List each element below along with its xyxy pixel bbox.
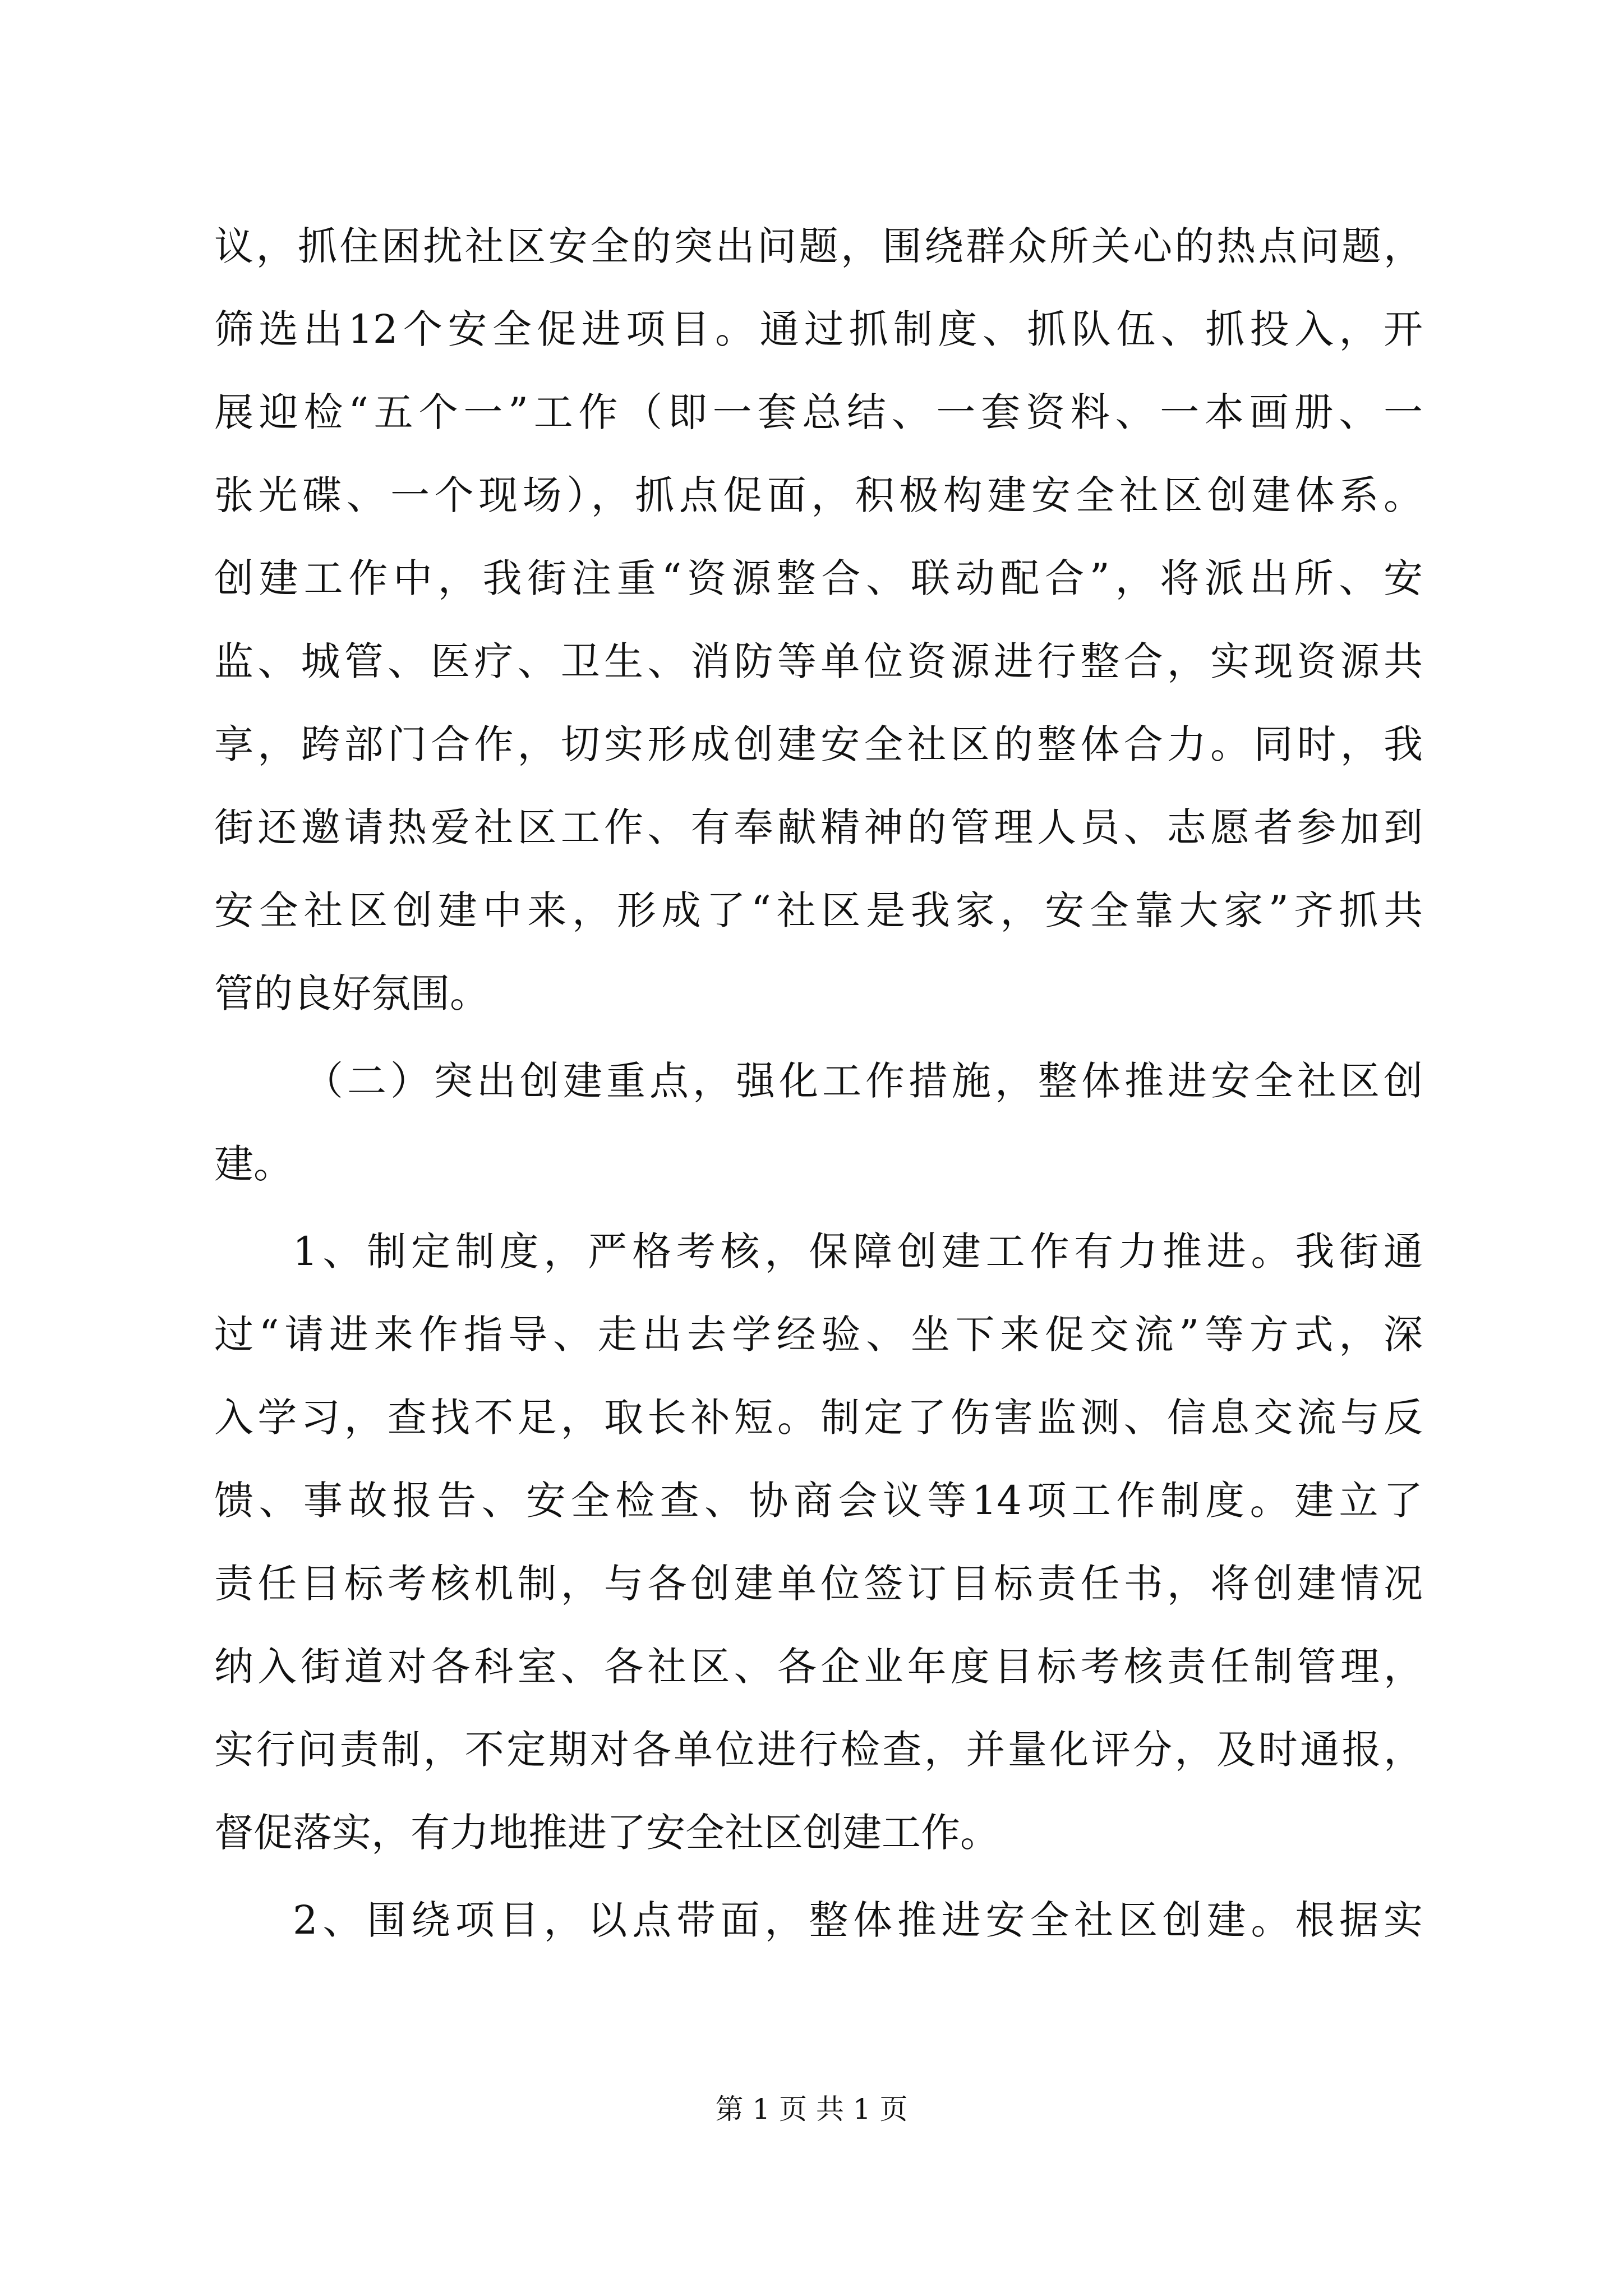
paragraph-item-1 bbox=[214, 1210, 1423, 1874]
heading-line: （二）突出创建重点，强化工作措施，整体推进安全社区创 bbox=[304, 1058, 1423, 1104]
section-heading bbox=[214, 1039, 1423, 1205]
text-line: 入学习，查找不足，取长补短。制定了伤害监测、信息交流与反 bbox=[214, 1395, 1423, 1441]
paragraph-item-2 bbox=[214, 1879, 1423, 1962]
text-line: 张光碟、一个现场），抓点促面，积极构建安全社区创建体系。 bbox=[214, 472, 1423, 518]
text-line: 享，跨部门合作，切实形成创建安全社区的整体合力。同时，我 bbox=[214, 721, 1423, 767]
text-line: 责任目标考核机制，与各创建单位签订目标责任书，将创建情况 bbox=[214, 1561, 1423, 1607]
text-line: 2、围绕项目，以点带面，整体推进安全社区创建。根据实 bbox=[293, 1897, 1423, 1943]
text-line: 监、城管、医疗、卫生、消防等单位资源进行整合，实现资源共 bbox=[214, 638, 1423, 684]
page-footer bbox=[0, 2092, 1623, 2126]
text-line: 督促落实，有力地推进了安全社区创建工作。 bbox=[214, 1810, 999, 1856]
text-line: 街还邀请热爱社区工作、有奉献精神的管理人员、志愿者参加到 bbox=[214, 804, 1423, 850]
text-line: 馈、事故报告、安全检查、协商会议等14项工作制度。建立了 bbox=[214, 1478, 1423, 1524]
paragraph-continuation bbox=[214, 205, 1423, 1035]
page-number: 第 1 页 共 1 页 bbox=[715, 2093, 908, 2125]
text-line: 安全社区创建中来，形成了“社区是我家，安全靠大家”齐抓共 bbox=[214, 887, 1423, 933]
text-line: 纳入街道对各科室、各社区、各企业年度目标考核责任制管理， bbox=[214, 1644, 1423, 1690]
heading-line: 建。 bbox=[214, 1141, 293, 1187]
text-line: 筛选出12个安全促进项目。通过抓制度、抓队伍、抓投入，开 bbox=[214, 306, 1423, 352]
text-line: 实行问责制，不定期对各单位进行检查，并量化评分，及时通报， bbox=[214, 1727, 1423, 1773]
text-line: 议，抓住困扰社区安全的突出问题，围绕群众所关心的热点问题， bbox=[214, 223, 1423, 269]
text-line: 展迎检“五个一”工作（即一套总结、一套资料、一本画册、一 bbox=[214, 389, 1423, 435]
text-line: 过“请进来作指导、走出去学经验、坐下来促交流”等方式，深 bbox=[214, 1312, 1423, 1358]
text-line: 创建工作中，我街注重“资源整合、联动配合”，将派出所、安 bbox=[214, 555, 1423, 601]
document-body bbox=[214, 205, 1423, 1962]
text-line: 管的良好氛围。 bbox=[214, 970, 489, 1016]
text-line: 1、制定制度，严格考核，保障创建工作有力推进。我街通 bbox=[293, 1228, 1423, 1274]
